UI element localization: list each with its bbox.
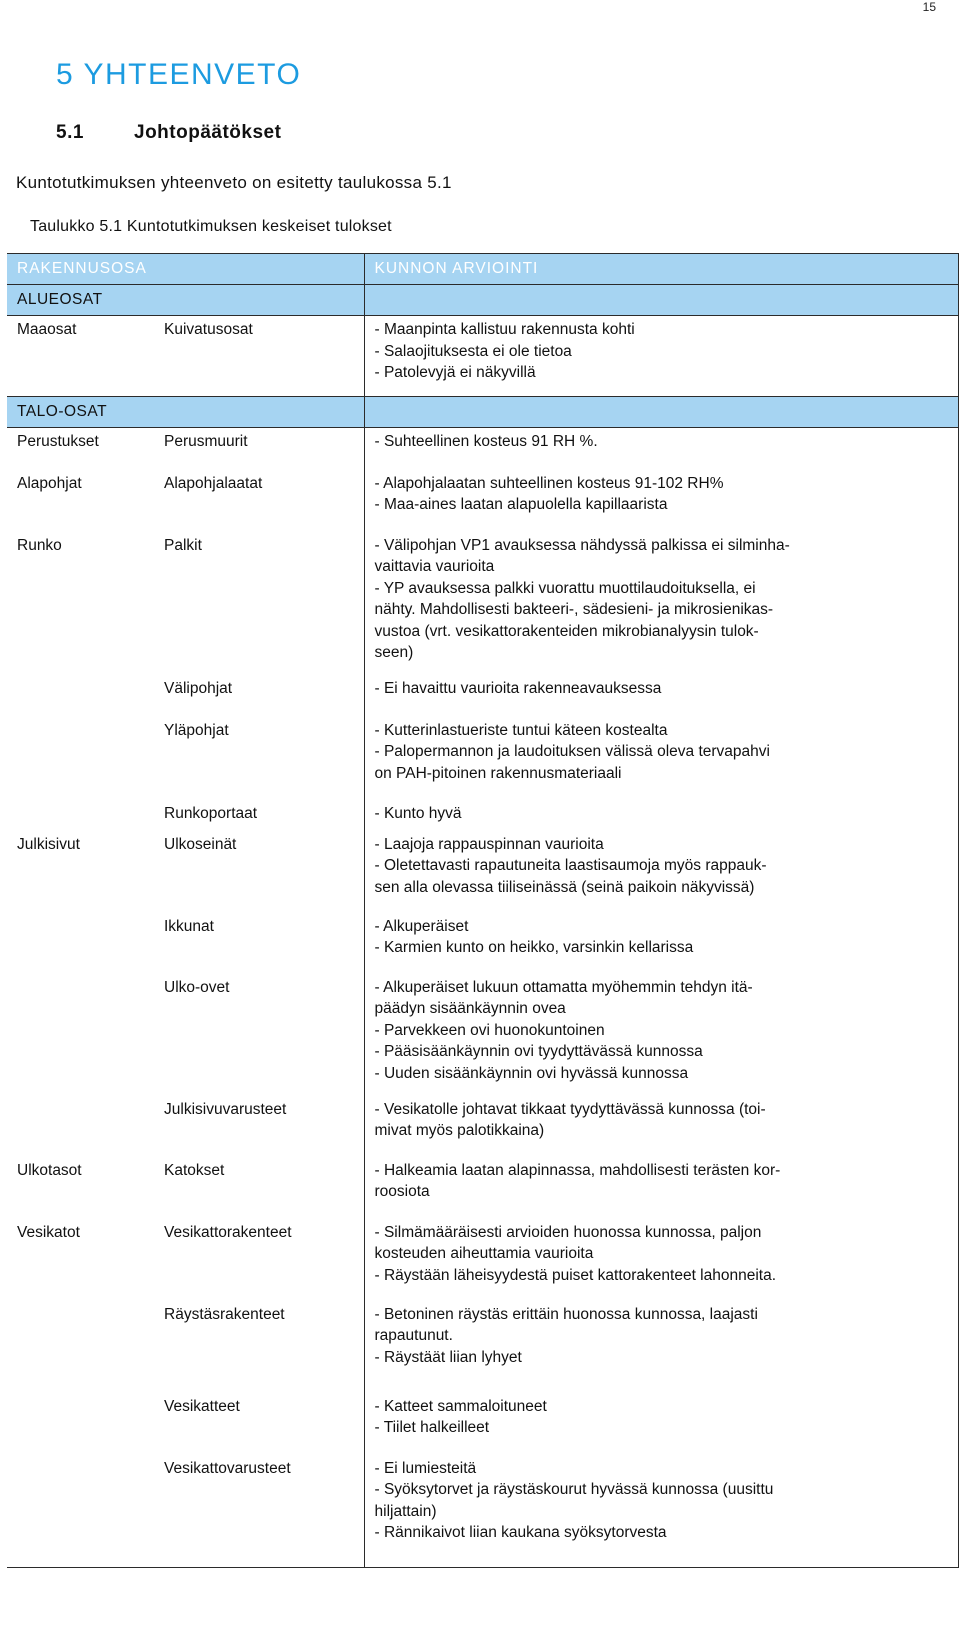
subpart-cell: Välipohjat	[164, 679, 233, 697]
assessment-line: - Pääsisäänkäynnin ovi tyydyttävässä kunnossa	[374, 1043, 703, 1060]
assessment-line: - Salaojituksesta ei ole tietoa	[374, 342, 572, 360]
table-row	[7, 428, 959, 470]
assessment-line: - Patolevyjä ei näkyvillä	[374, 364, 536, 381]
part-cell: Perustukset	[17, 433, 99, 450]
table-row	[7, 974, 959, 1096]
subpart-cell: Kuivatusosat	[164, 321, 253, 338]
assessment-line: hiljattain)	[374, 1502, 437, 1520]
table-row	[7, 1393, 959, 1455]
subpart-cell: Vesikatteet	[164, 1397, 240, 1415]
table-row	[7, 675, 959, 717]
assessment-line: - Räystäät liian lyhyet	[374, 1348, 522, 1366]
subpart-cell: Räystäsrakenteet	[164, 1305, 285, 1323]
assessment-line: rapautunut.	[374, 1327, 453, 1344]
assessment-cell	[364, 428, 959, 470]
assessment-cell	[364, 1301, 959, 1393]
subpart-cell: Runkoportaat	[164, 804, 258, 822]
header-rakennusosa: RAKENNUSOSA	[7, 254, 154, 285]
assessment-line: - Parvekkeen ovi huonokuntoinen	[374, 1021, 605, 1039]
subpart-cell: Julkisivuvarusteet	[164, 1100, 287, 1118]
assessment-line: - Silmämääräisesti arvioiden huonossa kunnossa, paljon	[374, 1223, 762, 1241]
subpart-cell: Yläpohjat	[164, 721, 229, 739]
assessment-line: sen alla olevassa tiiliseinässä (seinä paikoin näkyvissä)	[374, 878, 755, 896]
assessment-line: - Kutterinlastueriste tuntui käteen kostealta	[374, 721, 668, 739]
assessment-line: - YP avauksessa palkki vuorattu muottilaudoituksella, ei	[374, 579, 756, 597]
assessment-cell	[364, 675, 959, 717]
assessment-line: - Maanpinta kallistuu rakennusta kohti	[374, 321, 635, 338]
table-row	[7, 470, 959, 532]
table-header-row	[7, 254, 959, 285]
assessment-line: - Vesikatolle johtavat tikkaat tyydyttävässä kunnossa (toi-	[374, 1100, 766, 1118]
assessment-cell	[364, 717, 959, 800]
table-row	[7, 717, 959, 800]
part-cell	[7, 1301, 154, 1393]
assessment-line: - Alapohjalaatan suhteellinen kosteus 91-102 RH%	[374, 474, 724, 492]
subpart-cell: Vesikattorakenteet	[164, 1223, 292, 1241]
assessment-line: kosteuden aiheuttamia vaurioita	[374, 1245, 594, 1262]
section-heading: Johtopäätökset	[134, 122, 282, 143]
assessment-cell	[364, 913, 959, 974]
group-label-alueosat: ALUEOSAT	[7, 285, 154, 316]
part-cell	[7, 1393, 154, 1455]
assessment-line: - Laajoja rappauspinnan vaurioita	[374, 835, 604, 853]
assessment-line: - Suhteellinen kosteus 91 RH %.	[374, 433, 598, 450]
part-cell: Alapohjat	[17, 474, 82, 492]
assessment-line: - Rännikaivot liian kaukana syöksytorvesta	[374, 1524, 667, 1541]
assessment-line: - Tiilet halkeilleet	[374, 1419, 490, 1436]
group-row-talo-osat	[7, 397, 959, 428]
subpart-cell: Ikkunat	[164, 917, 214, 935]
part-cell	[7, 974, 154, 1096]
assessment-line: - Oletettavasti rapautuneita laastisaumoja myös rappauk-	[374, 857, 767, 874]
assessment-line: - Ei lumiesteitä	[374, 1459, 477, 1477]
subpart-cell: Katokset	[164, 1161, 225, 1179]
assessment-cell	[364, 831, 959, 913]
assessment-cell	[364, 1393, 959, 1455]
table-caption: Taulukko 5.1 Kuntotutkimuksen keskeiset tulokset	[30, 218, 392, 235]
assessment-line: - Halkeamia laatan alapinnassa, mahdollisesti terästen kor-	[374, 1161, 781, 1179]
subpart-cell: Perusmuurit	[164, 433, 248, 450]
intro-paragraph: Kuntotutkimuksen yhteenveto on esitetty taulukossa 5.1	[16, 173, 452, 192]
part-cell	[7, 1096, 154, 1157]
assessment-line: - Räystään läheisyydestä puiset kattorakenteet lahonneita.	[374, 1266, 777, 1284]
part-cell	[7, 717, 154, 800]
assessment-line: - Kunto hyvä	[374, 804, 462, 822]
part-cell	[7, 675, 154, 717]
assessment-cell	[364, 974, 959, 1096]
subpart-cell: Palkit	[164, 536, 202, 554]
assessment-line: vaittavia vaurioita	[374, 558, 495, 575]
part-cell	[7, 800, 154, 831]
table-row	[7, 1096, 959, 1157]
assessment-line: - Alkuperäiset	[374, 917, 469, 935]
assessment-line: mivat myös palotikkaina)	[374, 1122, 545, 1139]
assessment-line: - Ei havaittu vaurioita rakenneavauksessa	[374, 679, 662, 697]
assessment-cell	[364, 470, 959, 532]
subpart-cell: Ulko-ovet	[164, 978, 230, 996]
table-row	[7, 1301, 959, 1393]
part-cell: Ulkotasot	[17, 1161, 82, 1179]
assessment-cell	[364, 1455, 959, 1568]
header-kunnon-arviointi: KUNNON ARVIOINTI	[364, 254, 959, 285]
assessment-line: vustoa (vrt. vesikattorakenteiden mikrobianalyysin tulok-	[374, 622, 759, 640]
assessment-line: päädyn sisäänkäynnin ovea	[374, 1000, 566, 1017]
assessment-cell	[364, 800, 959, 831]
subpart-cell: Vesikattovarusteet	[154, 1455, 364, 1568]
assessment-line: - Alkuperäiset lukuun ottamatta myöhemmin tehdyn itä-	[374, 978, 753, 996]
assessment-line: - Karmien kunto on heikko, varsinkin kellarissa	[374, 939, 694, 956]
part-cell: Vesikatot	[17, 1223, 80, 1241]
chapter-title: 5 YHTEENVETO	[56, 58, 302, 91]
table-row	[7, 1455, 959, 1568]
assessment-line: - Välipohjan VP1 avauksessa nähdyssä palkissa ei silminha-	[374, 536, 790, 554]
part-cell: Julkisivut	[17, 835, 80, 853]
assessment-cell	[364, 1219, 959, 1301]
table-row	[7, 316, 959, 397]
assessment-line: - Uuden sisäänkäynnin ovi hyvässä kunnossa	[374, 1064, 689, 1082]
assessment-line: seen)	[374, 644, 414, 661]
table-row	[7, 913, 959, 974]
assessment-cell	[364, 532, 959, 675]
assessment-cell	[364, 1157, 959, 1219]
assessment-line: - Maa-aines laatan alapuolella kapillaarista	[374, 496, 668, 513]
page-number: 15	[922, 0, 936, 14]
assessment-line: nähty. Mahdollisesti bakteeri-, sädesieni- ja mikrosienikas-	[374, 601, 774, 618]
assessment-line: - Katteet sammaloituneet	[374, 1397, 547, 1415]
table-row	[7, 532, 959, 675]
part-cell	[7, 913, 154, 974]
assessment-line: - Palopermannon ja laudoituksen välissä oleva tervapahvi	[374, 743, 770, 760]
table-row	[7, 1157, 959, 1219]
assessment-line: - Syöksytorvet ja räystäskourut hyvässä kunnossa (uusittu	[374, 1481, 774, 1498]
results-table	[7, 253, 959, 1568]
assessment-cell	[364, 1096, 959, 1157]
subpart-cell: Alapohjalaatat	[164, 474, 263, 492]
table-row	[7, 1219, 959, 1301]
assessment-line: - Betoninen räystäs erittäin huonossa kunnossa, laajasti	[374, 1305, 758, 1323]
assessment-line: on PAH-pitoinen rakennusmateriaali	[374, 764, 622, 782]
table-row	[7, 800, 959, 831]
table-row	[7, 831, 959, 913]
assessment-line: roosiota	[374, 1183, 430, 1200]
section-number: 5.1	[56, 122, 84, 143]
part-cell	[7, 1455, 154, 1568]
assessment-cell	[364, 316, 959, 397]
section-title	[56, 122, 281, 144]
group-label-talo-osat: TALO-OSAT	[7, 397, 154, 428]
group-row-alueosat	[7, 285, 959, 316]
part-cell: Maaosat	[17, 321, 77, 338]
subpart-cell: Ulkoseinät	[164, 835, 237, 853]
part-cell: Runko	[17, 536, 62, 554]
